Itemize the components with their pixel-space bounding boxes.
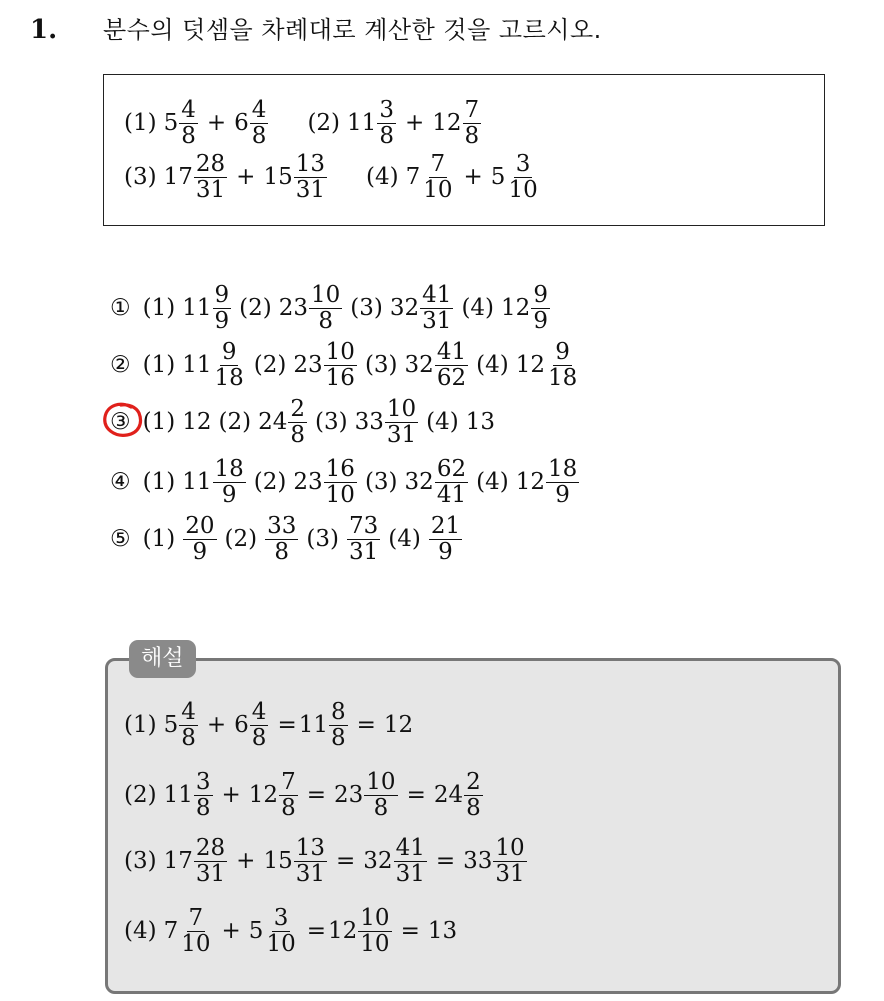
item-label: (1) [142,469,176,495]
fraction [420,281,453,334]
item-label: (1) [142,409,176,435]
item-label: (4) [426,409,459,435]
numerator: 7 [281,768,296,795]
numerator: 41 [436,338,467,365]
whole-number: 12 [182,409,212,435]
item-label: (3) [364,469,398,495]
item-label: (1) [142,295,176,321]
denominator: 8 [331,724,346,751]
numerator: 10 [325,338,355,365]
problem-box [103,74,825,226]
fraction [377,96,396,149]
fraction [324,338,357,391]
fraction [194,768,213,821]
denominator: 31 [295,176,325,203]
numerator: 4 [181,698,196,725]
whole-number: 24 [433,782,464,808]
whole-number: 5 [163,712,179,738]
problem-label: (3) [124,164,157,190]
whole-number: 33 [354,409,384,435]
numerator: 9 [221,338,237,365]
fraction [493,834,526,887]
numerator: 16 [325,455,355,482]
fraction [250,698,269,751]
whole-number: 12 [383,712,414,738]
denominator: 10 [423,176,453,203]
item-label: (4) [476,352,509,378]
denominator: 8 [181,724,196,751]
numerator: 7 [464,96,480,123]
denominator: 8 [195,794,211,821]
equals-sign: = [306,782,326,808]
plus-sign: + [221,782,241,808]
denominator: 8 [464,122,480,149]
numerator: 7 [188,904,204,931]
problem-2 [307,96,482,149]
denominator: 9 [438,538,453,565]
item-label: (2) [253,469,287,495]
whole-number: 32 [404,352,434,378]
fraction [429,512,462,565]
numerator: 10 [311,281,341,308]
numerator: 4 [251,698,267,725]
denominator: 18 [214,364,244,391]
whole-number: 23 [278,295,309,321]
whole-number: 5 [248,918,264,944]
fraction [324,455,357,508]
choice-1[interactable] [110,283,551,333]
denominator: 9 [214,307,230,334]
whole-number: 12 [515,352,545,378]
whole-number: 11 [347,110,377,136]
whole-number: 12 [248,782,279,808]
choice-mark[interactable]: ③ [110,409,131,435]
item-label: (3) [364,352,398,378]
whole-number: 12 [515,469,545,495]
numerator: 13 [295,150,325,177]
whole-number: 6 [234,712,249,738]
denominator: 8 [318,307,333,334]
explanation-tab: 해설 [129,640,196,678]
whole-number: 23 [293,352,323,378]
denominator: 9 [221,481,237,508]
fraction [364,768,397,821]
plus-sign: + [236,164,256,190]
whole-number: 11 [298,712,328,738]
problem-1 [124,96,269,149]
numerator: 20 [185,512,215,539]
fraction [265,512,298,565]
equals-sign: = [400,918,420,944]
plus-sign: + [463,164,483,190]
fraction [435,455,468,508]
fraction [183,512,216,565]
denominator: 9 [192,538,208,565]
fraction [463,96,482,149]
equals-sign: = [356,712,376,738]
whole-number: 32 [404,469,434,495]
whole-number: 15 [263,848,293,874]
line-label: (4) [124,918,157,944]
numerator: 7 [430,150,446,177]
item-label: (4) [388,526,421,552]
denominator: 31 [195,860,226,887]
numerator: 3 [195,768,211,795]
problem-label: (2) [307,110,341,136]
numerator: 13 [295,834,325,861]
numerator: 9 [214,281,230,308]
equals-sign: = [435,848,456,874]
denominator: 41 [436,481,467,508]
fraction [213,338,246,391]
fraction [385,395,418,448]
denominator: 31 [195,176,226,203]
denominator: 10 [325,481,355,508]
whole-number: 17 [163,164,193,190]
denominator: 8 [373,794,389,821]
whole-number: 13 [427,918,458,944]
plus-sign: + [206,712,227,738]
numerator: 62 [436,455,467,482]
fraction [546,455,579,508]
denominator: 9 [555,481,570,508]
whole-number: 11 [163,782,193,808]
item-label: (1) [142,526,176,552]
numerator: 4 [251,96,267,123]
fraction [264,904,297,957]
selection-circle-icon [101,401,145,439]
whole-number: 33 [463,848,493,874]
plus-sign: + [221,918,241,944]
plus-sign: + [206,110,227,136]
explanation-line-4 [124,906,457,956]
whole-number: 6 [234,110,249,136]
problem-row-2 [124,152,541,202]
choice-2[interactable] [110,340,580,390]
whole-number: 12 [501,295,531,321]
denominator: 18 [547,364,578,391]
denominator: 8 [379,122,394,149]
numerator: 10 [495,834,525,861]
fraction [546,338,579,391]
whole-number: 17 [163,848,193,874]
numerator: 2 [466,768,481,795]
line-label: (2) [124,782,157,808]
denominator: 8 [251,724,267,751]
equals-sign: = [277,712,297,738]
equals-sign: = [406,782,426,808]
item-label: (4) [461,295,495,321]
numerator: 3 [379,96,394,123]
numerator: 28 [195,834,226,861]
numerator: 2 [290,395,306,422]
fraction [279,768,298,821]
fraction [464,768,483,821]
item-label: (4) [476,469,509,495]
fraction [213,281,232,334]
problem-row-1 [124,98,482,148]
fraction [347,512,380,565]
denominator: 10 [508,176,538,203]
fraction [288,395,307,448]
numerator: 41 [422,281,452,308]
denominator: 8 [181,122,196,149]
numerator: 3 [515,150,531,177]
numerator: 10 [366,768,396,795]
denominator: 16 [325,364,355,391]
numerator: 28 [195,150,226,177]
problem-3 [124,150,328,203]
explanation-line-3 [124,836,528,886]
denominator: 31 [395,860,425,887]
numerator: 18 [214,455,244,482]
fraction [309,281,342,334]
numerator: 10 [360,904,390,931]
denominator: 8 [251,122,267,149]
line-label: (3) [124,848,157,874]
fraction [179,904,212,957]
problem-4 [366,150,541,203]
whole-number: 11 [182,295,212,321]
denominator: 8 [290,421,306,448]
whole-number: 13 [465,409,496,435]
denominator: 8 [274,538,290,565]
denominator: 10 [360,930,390,957]
fraction [329,698,348,751]
whole-number: 32 [363,848,393,874]
denominator: 31 [348,538,379,565]
choice-mark[interactable]: ① [110,295,131,321]
whole-number: 23 [293,469,323,495]
problem-label: (1) [124,110,157,136]
numerator: 9 [555,338,570,365]
whole-number: 5 [163,110,179,136]
question-text: 분수의 덧셈을 차례대로 계산한 것을 고르시오. [103,16,602,44]
choice-4[interactable] [110,457,580,507]
numerator: 21 [430,512,461,539]
item-label: (3) [306,526,339,552]
fraction [421,150,454,203]
whole-number: 12 [328,918,358,944]
fraction [506,150,539,203]
equals-sign: = [306,918,326,944]
denominator: 31 [386,421,417,448]
whole-number: 7 [405,164,421,190]
numerator: 73 [348,512,379,539]
explanation-line-1 [124,700,413,750]
choice-mark[interactable]: ⑤ [110,526,131,552]
numerator: 33 [267,512,297,539]
fraction [294,150,327,203]
equals-sign: = [336,848,356,874]
item-label: (1) [142,352,176,378]
numerator: 3 [273,904,289,931]
fraction [179,698,198,751]
choice-3[interactable] [110,397,495,447]
numerator: 10 [386,395,417,422]
denominator: 8 [281,794,296,821]
question-number: 1. [30,15,58,45]
fraction [194,834,227,887]
numerator: 41 [395,834,425,861]
item-label: (2) [239,295,272,321]
denominator: 62 [436,364,467,391]
whole-number: 32 [389,295,420,321]
denominator: 31 [495,860,525,887]
denominator: 31 [295,860,325,887]
fraction [179,96,198,149]
problem-label: (4) [366,164,399,190]
plus-sign: + [236,848,256,874]
plus-sign: + [404,110,425,136]
fraction [194,150,227,203]
denominator: 10 [266,930,296,957]
choice-mark[interactable]: ② [110,352,131,378]
denominator: 9 [533,307,548,334]
item-label: (2) [224,526,258,552]
denominator: 31 [422,307,452,334]
fraction [531,281,550,334]
fraction [294,834,327,887]
whole-number: 5 [490,164,506,190]
choice-mark[interactable]: ④ [110,469,131,495]
numerator: 9 [533,281,548,308]
fraction [213,455,246,508]
numerator: 18 [547,455,578,482]
denominator: 10 [181,930,211,957]
fraction [250,96,269,149]
whole-number: 23 [334,782,364,808]
denominator: 8 [466,794,481,821]
choice-5[interactable] [110,514,463,564]
numerator: 8 [331,698,346,725]
item-label: (2) [253,352,287,378]
fraction [435,338,468,391]
whole-number: 7 [163,918,179,944]
fraction [358,904,391,957]
whole-number: 11 [182,352,212,378]
whole-number: 11 [182,469,212,495]
item-label: (2) [218,409,252,435]
fraction [394,834,427,887]
explanation-line-2 [124,770,484,820]
item-label: (3) [350,295,383,321]
line-label: (1) [124,712,157,738]
item-label: (3) [315,409,348,435]
whole-number: 24 [258,409,288,435]
whole-number: 15 [263,164,293,190]
whole-number: 12 [432,110,462,136]
numerator: 4 [181,96,196,123]
